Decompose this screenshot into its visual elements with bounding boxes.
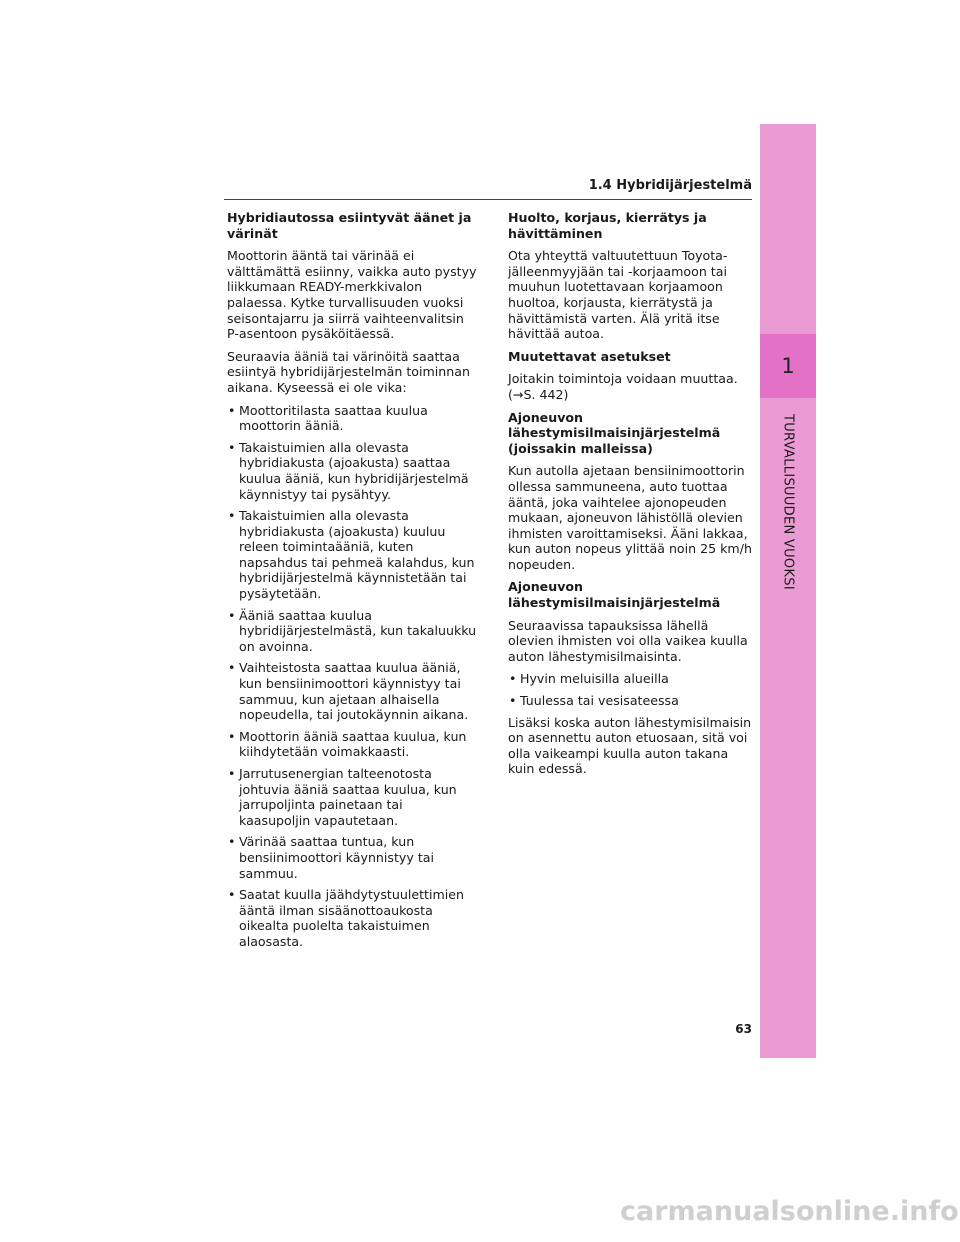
list-item: • Hyvin meluisilla alueilla [508,671,754,687]
list-item: • Ääniä saattaa kuulua hybridijärjestelmästä, kun takaluukku on avoinna. [227,608,477,655]
heading-approach-notification: Ajoneuvon lähestymisilmaisinjärjestelmä (joissakin malleissa) [508,409,721,456]
paragraph: Seuraavissa tapauksissa lähellä olevien ihmisten voi olla vaikea kuulla auton lähestymisilmaisinta. [508,617,748,664]
heading-sounds-vibrations: Hybridiautossa esiintyvät äänet ja värinät [227,210,472,241]
heading-maintenance: Huolto, korjaus, kierrätys ja hävittäminen [508,210,707,241]
list-item: • Tuulessa tai vesisateessa [508,693,754,709]
list-item: • Värinää saattaa tuntua, kun bensiinimoottori käynnistyy tai sammuu. [227,834,477,881]
chapter-side-tab [760,124,816,1058]
list-item: • Takaistuimien alla olevasta hybridiakusta (ajoakusta) kuuluu releen toimintaääniä, kuten napsahdus tai pehmeä kalahdus, kun hybridijärjestelmä käynnistetään tai pysäytetään. [227,508,477,602]
heading-customization: Muutettavat asetukset [508,348,671,364]
list-item: • Takaistuimien alla olevasta hybridiakusta (ajoakusta) saattaa kuulua ääniä, kun hybridijärjestelmä käynnistyy tai pysähtyy. [227,440,477,502]
list-item: • Moottorin ääniä saattaa kuulua, kun kiihdytetään voimakkaasti. [227,729,477,760]
section-header [224,178,752,200]
bullet-list [227,403,477,950]
list-item: • Saatat kuulla jäähdytystuulettimien ääntä ilman sisäänottoaukosta oikealta puolelta takaistuimen alaosasta. [227,887,477,949]
left-column [227,210,477,956]
list-item: • Moottoritilasta saattaa kuulua moottorin ääniä. [227,403,477,434]
paragraph: Lisäksi koska auton lähestymisilmaisin on asennettu auton etuosaan, sitä voi olla vaikeampi kuulla auton takana kuin edessä. [508,714,752,777]
chapter-number-box [760,334,816,398]
chapter-title: TURVALLISUUDEN VUOKSI [780,414,796,590]
chapter-title-vertical [760,414,816,714]
paragraph: Ota yhteyttä valtuutettuun Toyota-jälleenmyyjään tai -korjaamoon tai muuhun luotettavaan korjaamoon huoltoa, korjausta, kierrätystä ja hävittämistä varten. Älä yritä itse hävittää autoa. [508,248,728,342]
chapter-number: 1 [781,354,795,378]
section-title: 1.4 Hybridijärjestelmä [588,178,752,193]
paragraph: Seuraavia ääniä tai värinöitä saattaa esiintyä hybridijärjestelmän toiminnan aikana. Kyseessä ei ole vika: [227,348,470,395]
bullet-list [508,671,754,708]
paragraph: Moottorin ääntä tai värinää ei välttämättä esiinny, vaikka auto pystyy liikkumaan READY-merkkivalon palaessa. Kytke turvallisuuden vuoksi seisontajarru ja siirrä vaihteenvalitsin P-asentoon pysäköitäessä. [227,248,477,342]
list-item: • Jarrutusenergian talteenotosta johtuvia ääniä saattaa kuulua, kun jarrupoljinta painetaan tai kaasupoljin vapautetaan. [227,766,477,828]
paragraph: Joitakin toimintoja voidaan muuttaa. (→S. 442) [508,371,738,402]
paragraph: Kun autolla ajetaan bensiinimoottorin ollessa sammuneena, auto tuottaa ääntä, joka vaihtelee ajonopeuden mukaan, ajoneuvon lähistöllä olevien ihmisten varoittamiseksi. Ääni lakkaa, kun auton nopeus ylittää noin 25 km/h nopeuden. [508,463,752,572]
right-column [508,210,754,784]
watermark: carmanualsonline.info [620,1196,959,1227]
page-number: 63 [735,1022,752,1036]
heading-approach-notification-2: Ajoneuvon lähestymisilmaisinjärjestelmä [508,579,721,611]
list-item: • Vaihteistosta saattaa kuulua ääniä, kun bensiinimoottori käynnistyy tai sammuu, kun ajetaan alhaisella nopeudella, tai joutokäynnin aikana. [227,660,477,722]
